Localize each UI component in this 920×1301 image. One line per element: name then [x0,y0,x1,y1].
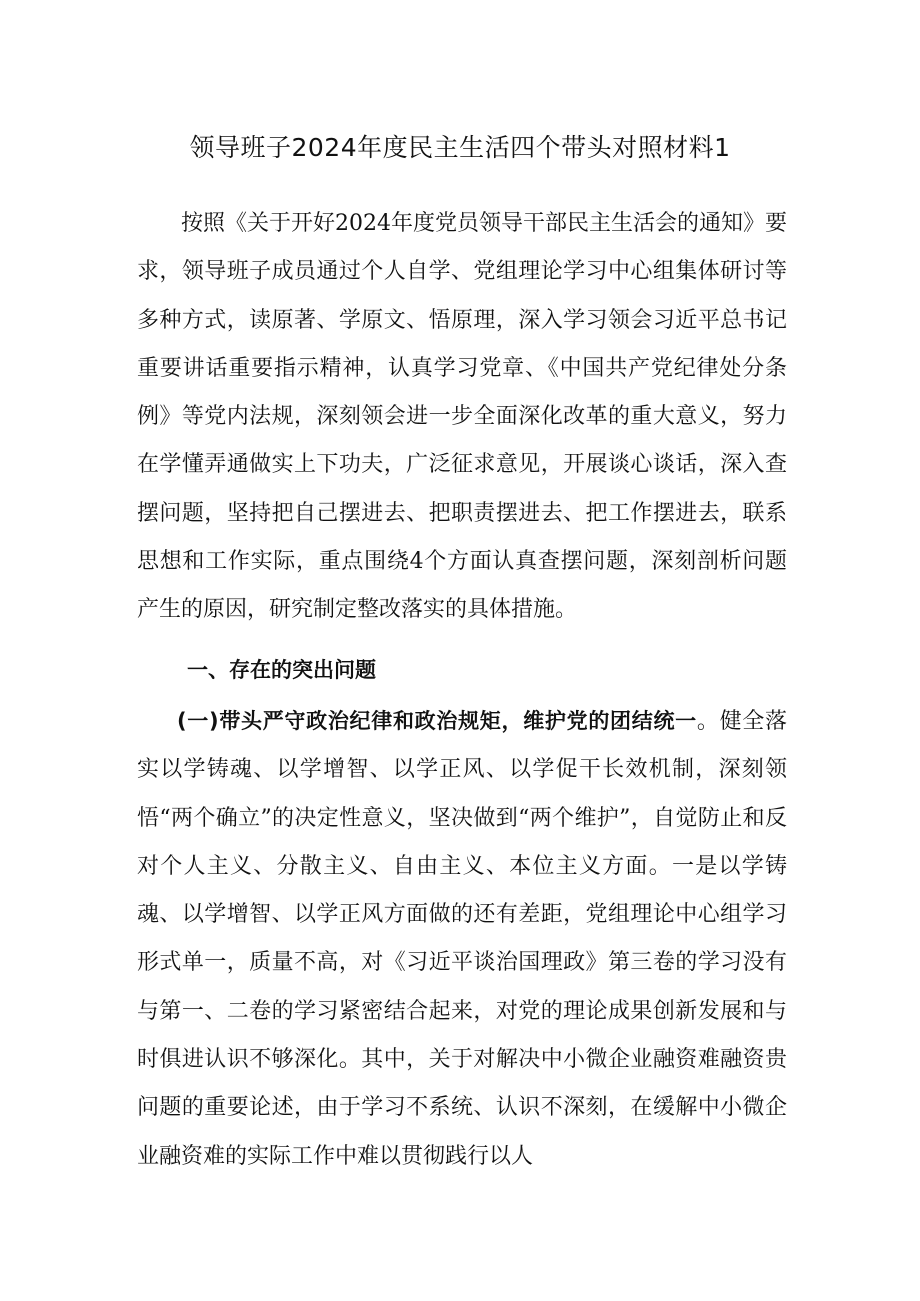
document-title: 领导班子2024年度民主生活四个带头对照材料1 [189,133,731,162]
subsection-heading: (一)带头严守政治纪律和政治规矩，维护党的团结统一 [177,709,697,733]
subsection [137,697,787,1181]
intro-paragraph: 按照《关于开好2024年度党员领导干部民主生活会的通知》要求，领导班子成员通过个人自学、党组理论学习中心组集体研讨等多种方式，读原著、学原文、悟原理，深入学习领会习近平总书记重要讲话重要指示精神，认真学习党章、《中国共产党纪律处分条例》等党内法规，深刻领会进一步全面深化改革的重大意义，努力在学懂弄通做实上下功夫，广泛征求意见，开展谈心谈话，深入查摆问题，坚持把自己摆进去、把职责摆进去、把工作摆进去，联系思想和工作实际，重点围绕4个方面认真查摆问题，深刻剖析问题产生的原因，研究制定整改落实的具体措施。 [137,211,787,623]
section-heading: 一、存在的突出问题 [187,658,376,682]
subsection-text: 。健全落实以学铸魂、以学增智、以学正风、以学促干长效机制，深刻领悟“两个确立”的决定性意义，坚决做到“两个维护”，自觉防止和反对个人主义、分散主义、自由主义、本位主义方面。一是以学铸魂、以学增智、以学正风方面做的还有差距，党组理论中心组学习形式单一，质量不高，对《习近平谈治国理政》第三卷的学习没有与第一、二卷的学习紧密结合起来，对党的理论成果创新发展和与时俱进认识不够深化。其中，关于对解决中小微企业融资难融资贵问题的重要论述，由于学习不系统、认识不深刻，在缓解中小微企业融资难的实际工作中难以贯彻践行以人 [137,709,787,1169]
intro-section [137,200,787,635]
subsection-paragraph [137,697,787,1181]
